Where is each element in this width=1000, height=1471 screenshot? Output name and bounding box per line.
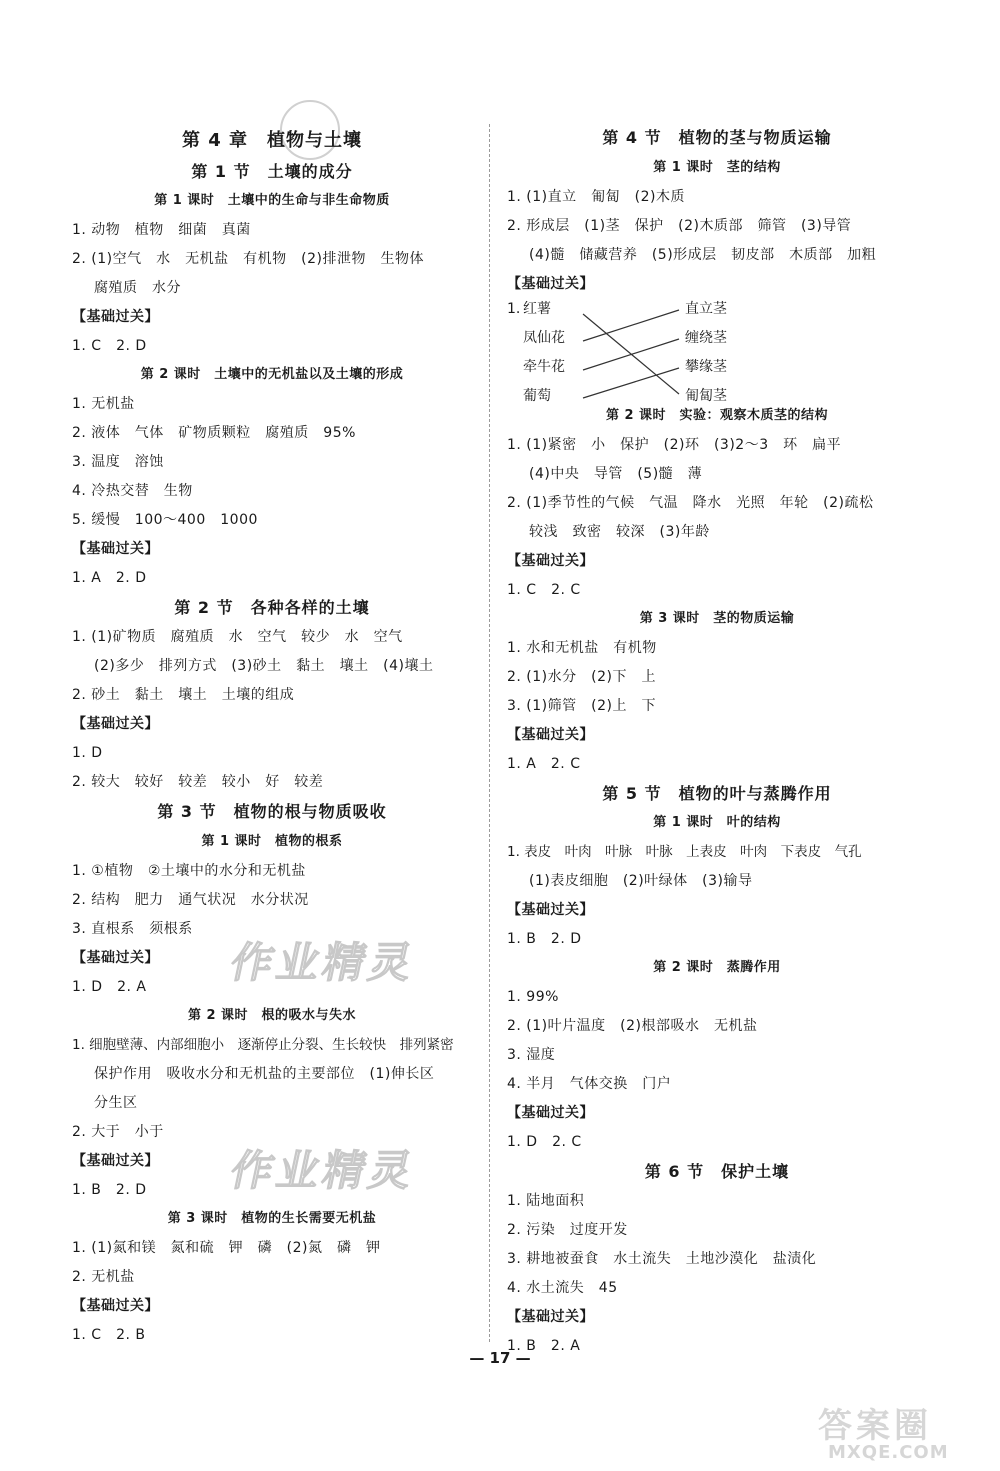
answer-line: 1. C 2. D [72, 338, 147, 354]
answer-line: 2. (1)空气 水 无机盐 有机物 (2)排泄物 生物体 [72, 251, 424, 267]
answer-line: 1. 细胞壁薄、内部细胞小 逐渐停止分裂、生长较快 排列紧密 [72, 1037, 454, 1053]
watermark-text: 作业精灵 [226, 938, 421, 987]
watermark-text: 作业精灵 [226, 1146, 421, 1195]
lesson-title: 第 2 课时 实验：观察木质茎的结构 [605, 408, 829, 423]
answer-line: 1. (1)紧密 小 保护 (2)环 (3)2～3 环 扁平 [507, 437, 842, 453]
answer-line: 2. (1)叶片温度 (2)根部吸水 无机盐 [507, 1018, 758, 1034]
match-right-item: 缠绕茎 [685, 330, 727, 346]
answer-line: 1. B 2. A [507, 1338, 581, 1354]
answer-line: 2. (1)季节性的气候 气温 降水 光照 年轮 (2)疏松 [507, 495, 874, 511]
match-line [583, 339, 679, 370]
answer-line: 保护作用 吸收水分和无机盐的主要部位 (1)伸长区 [94, 1066, 435, 1082]
answer-line: 2. 污染 过度开发 [507, 1222, 628, 1238]
match-right-item: 直立茎 [685, 301, 727, 317]
basic-practice-heading: 【基础过关】 [72, 541, 159, 557]
answer-line: 1. 表皮 叶肉 叶脉 叶脉 上表皮 叶肉 下表皮 气孔 [507, 844, 862, 860]
logo-text: 答案圈 [818, 1406, 932, 1446]
answer-line: 1. A 2. C [507, 756, 581, 772]
answer-line: 2. 液体 气体 矿物质颗粒 腐殖质 95% [72, 425, 356, 441]
lesson-title: 第 1 课时 叶的结构 [653, 815, 781, 830]
basic-practice-heading: 【基础过关】 [507, 276, 594, 292]
basic-practice-heading: 【基础过关】 [507, 1105, 594, 1121]
match-left-item: 牵牛花 [523, 359, 565, 375]
answer-line: 2. 砂土 黏土 壤土 土壤的组成 [72, 687, 295, 703]
answer-line: 1. (1)氮和镁 氮和硫 钾 磷 (2)氮 磷 钾 [72, 1240, 381, 1256]
match-lines [507, 294, 807, 416]
answer-line: 1. (1)矿物质 腐殖质 水 空气 较少 水 空气 [72, 629, 403, 645]
lesson-title: 第 3 课时 植物的生长需要无机盐 [167, 1211, 377, 1226]
section-title: 第 3 节 植物的根与物质吸收 [157, 802, 387, 821]
column-divider [489, 124, 490, 1342]
answer-line: 3. (1)筛管 (2)上 下 [507, 698, 656, 714]
answer-line: (1)表皮细胞 (2)叶绿体 (3)输导 [529, 873, 753, 889]
answer-line: 腐殖质 水分 [94, 280, 181, 296]
answer-line: 2. 较大 较好 较差 较小 好 较差 [72, 774, 324, 790]
section-title: 第 2 节 各种各样的土壤 [174, 598, 370, 617]
answer-line: 2. 无机盐 [72, 1269, 135, 1285]
answer-line: 3. 温度 溶蚀 [72, 454, 164, 470]
answer-line: 4. 冷热交替 生物 [72, 483, 193, 499]
answer-line: 1. 水和无机盐 有机物 [507, 640, 657, 656]
match-number: 1. [507, 301, 521, 317]
match-line [583, 368, 679, 398]
answer-line: (4)中央 导管 (5)髓 薄 [529, 466, 703, 482]
chapter-title: 第 4 章 植物与土壤 [181, 130, 363, 151]
basic-practice-heading: 【基础过关】 [72, 950, 159, 966]
answer-line: 1. C 2. B [72, 1327, 146, 1343]
lesson-title: 第 3 课时 茎的物质运输 [639, 611, 795, 626]
match-left-item: 凤仙花 [523, 330, 565, 346]
answer-line: 1. ①植物 ②土壤中的水分和无机盐 [72, 863, 306, 879]
lesson-title: 第 2 课时 根的吸水与失水 [187, 1008, 357, 1023]
section-title: 第 5 节 植物的叶与蒸腾作用 [602, 784, 832, 803]
lesson-title: 第 1 课时 植物的根系 [201, 834, 343, 849]
answer-line: 分生区 [94, 1095, 138, 1111]
answer-line: 1. 无机盐 [72, 396, 135, 412]
answer-line: 1. D 2. A [72, 979, 147, 995]
answer-line: 3. 湿度 [507, 1047, 556, 1063]
answer-line: 2. 大于 小于 [72, 1124, 164, 1140]
basic-practice-heading: 【基础过关】 [507, 902, 594, 918]
answer-line: 1. B 2. D [72, 1182, 147, 1198]
match-right-item: 匍匐茎 [685, 388, 727, 404]
basic-practice-heading: 【基础过关】 [507, 1309, 594, 1325]
section-title: 第 4 节 植物的茎与物质运输 [602, 128, 832, 147]
answer-line: (4)髓 储藏营养 (5)形成层 韧皮部 木质部 加粗 [529, 247, 877, 263]
matching-diagram [507, 294, 807, 416]
answer-line: 1. (1)直立 匍匐 (2)木质 [507, 189, 685, 205]
answer-line: 2. (1)水分 (2)下 上 [507, 669, 656, 685]
lesson-title: 第 1 课时 土壤中的生命与非生命物质 [154, 193, 390, 208]
match-left-item: 葡萄 [523, 388, 551, 404]
page-number: — 17 — [469, 1349, 531, 1367]
answer-line: 4. 半月 气体交换 门户 [507, 1076, 672, 1092]
match-right-item: 攀缘茎 [685, 359, 727, 375]
basic-practice-heading: 【基础过关】 [72, 1298, 159, 1314]
answer-line: 3. 直根系 须根系 [72, 921, 193, 937]
answer-line: 较浅 致密 较深 (3)年龄 [529, 524, 710, 540]
basic-practice-heading: 【基础过关】 [72, 309, 159, 325]
answer-line: 3. 耕地被蚕食 水土流失 土地沙漠化 盐渍化 [507, 1251, 817, 1267]
site-logo [818, 1398, 978, 1464]
match-left-item: 红薯 [523, 301, 551, 317]
lesson-title: 第 2 课时 土壤中的无机盐以及土壤的形成 [140, 367, 404, 382]
answer-line: 1. D 2. C [507, 1134, 582, 1150]
section-title: 第 6 节 保护土壤 [644, 1162, 790, 1181]
answer-line: 1. C 2. C [507, 582, 581, 598]
answer-line: 1. 动物 植物 细菌 真菌 [72, 222, 251, 238]
answer-line: 5. 缓慢 100～400 1000 [72, 512, 258, 528]
lesson-title: 第 2 课时 蒸腾作用 [653, 960, 781, 975]
answer-line: 1. 99% [507, 989, 559, 1005]
basic-practice-heading: 【基础过关】 [72, 1153, 159, 1169]
answer-line: (2)多少 排列方式 (3)砂土 黏土 壤土 (4)壤土 [94, 658, 434, 674]
basic-practice-heading: 【基础过关】 [72, 716, 159, 732]
answer-line: 1. B 2. D [507, 931, 582, 947]
answer-line: 4. 水土流失 45 [507, 1280, 618, 1296]
answer-line: 1. A 2. D [72, 570, 147, 586]
basic-practice-heading: 【基础过关】 [507, 553, 594, 569]
logo-url: MXQE.COM [828, 1442, 949, 1463]
answer-line: 1. D [72, 745, 103, 761]
lesson-title: 第 1 课时 茎的结构 [653, 160, 781, 175]
basic-practice-heading: 【基础过关】 [507, 727, 594, 743]
answer-line: 2. 结构 肥力 通气状况 水分状况 [72, 892, 309, 908]
answer-line: 1. 陆地面积 [507, 1193, 585, 1209]
answer-line: 2. 形成层 (1)茎 保护 (2)木质部 筛管 (3)导管 [507, 218, 852, 234]
section-title: 第 1 节 土壤的成分 [191, 162, 353, 181]
